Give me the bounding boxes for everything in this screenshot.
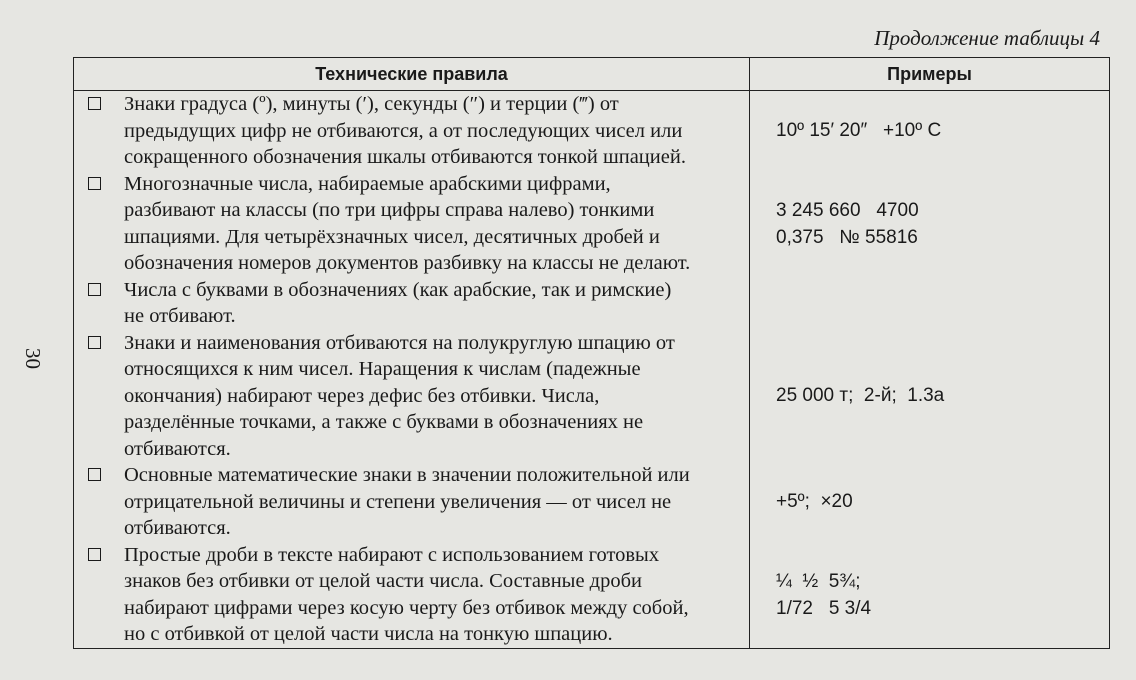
rule-line: отбиваются. — [124, 517, 231, 539]
header-rules: Технические правила — [74, 58, 750, 91]
rule-line: Простые дроби в тексте набирают с использованием готовых — [124, 543, 660, 566]
example-cell — [750, 171, 1110, 277]
rule-text — [74, 462, 749, 542]
example-line: 25 000 т; 2-й; 1.3а — [776, 385, 945, 407]
rule-text — [74, 542, 749, 648]
table-body — [74, 91, 1110, 649]
rule-cell — [74, 462, 750, 542]
rule-text — [74, 91, 749, 171]
rule-line: но с отбивкой от целой части числа на тонкую шпацию. — [124, 623, 613, 645]
example-line: 3 245 660 4700 — [776, 199, 919, 221]
rule-line: сокращенного обозначения шкалы отбиваются тонкой шпацией. — [124, 146, 686, 168]
table-row — [74, 91, 1110, 171]
example-cell — [750, 91, 1110, 171]
example-line: +5º; ×20 — [776, 491, 853, 513]
rule-line: относящихся к ним чисел. Наращения к числам (падежные — [124, 358, 641, 380]
rule-cell — [74, 277, 750, 330]
example-line: ¼ ½ 5¾; — [776, 570, 861, 592]
rule-line: Знаки градуса (º), минуты (′), секунды (″) и терции (‴) от — [124, 93, 619, 115]
rule-line: Числа с буквами в обозначениях (как арабские, так и римские) — [124, 278, 672, 301]
rule-cell — [74, 91, 750, 171]
rule-text — [74, 171, 749, 277]
page-number: 30 — [21, 348, 45, 369]
table-row — [74, 171, 1110, 277]
rule-line: знаков без отбивки от целой части числа. Составные дроби — [124, 570, 642, 592]
table-row — [74, 542, 1110, 649]
checkbox-bullet-icon — [88, 97, 101, 110]
table-row — [74, 330, 1110, 463]
checkbox-bullet-icon — [88, 283, 101, 296]
checkbox-bullet-icon — [88, 177, 101, 190]
header-examples: Примеры — [750, 58, 1110, 91]
rule-line: Многозначные числа, набираемые арабскими цифрами, — [124, 172, 611, 195]
rules-table — [73, 57, 1110, 649]
table-row — [74, 462, 1110, 542]
example-line: 1/72 5 3/4 — [776, 597, 872, 619]
checkbox-bullet-icon — [88, 548, 101, 561]
rule-line: окончания) набирают через дефис без отбивки. Числа, — [124, 384, 600, 407]
example-cell — [750, 462, 1110, 542]
checkbox-bullet-icon — [88, 336, 101, 349]
checkbox-bullet-icon — [88, 468, 101, 481]
table-row — [74, 277, 1110, 330]
rule-line: Знаки и наименования отбиваются на полукруглую шпацию от — [124, 331, 675, 354]
rule-text — [74, 330, 749, 463]
table-header-row — [74, 58, 1110, 91]
rule-line: отрицательной величины и степени увеличения — от чисел не — [124, 490, 672, 513]
example-cell — [750, 277, 1110, 330]
rule-line: отбиваются. — [124, 437, 231, 460]
rule-text — [74, 277, 749, 330]
example-line: 10º 15′ 20″ +10º C — [776, 120, 942, 142]
rule-line: шпациями. Для четырёхзначных чисел, десятичных дробей и — [124, 225, 660, 248]
rule-line: разбивают на классы (по три цифры справа налево) тонкими — [124, 199, 655, 221]
rule-cell — [74, 171, 750, 277]
rule-line: не отбивают. — [124, 305, 236, 327]
rule-cell — [74, 542, 750, 649]
table-continuation-label: Продолжение таблицы 4 — [874, 26, 1100, 50]
example-cell — [750, 542, 1110, 649]
example-line: 0,375 № 55816 — [776, 226, 918, 248]
rule-cell — [74, 330, 750, 463]
example-cell — [750, 330, 1110, 463]
rule-line: разделённые точками, а также с буквами в обозначениях не — [124, 411, 644, 433]
rule-line: Основные математические знаки в значении положительной или — [124, 464, 690, 486]
rule-line: предыдущих цифр не отбиваются, а от последующих чисел или — [124, 119, 683, 142]
rule-line: набирают цифрами через косую черту без отбивок между собой, — [124, 596, 689, 619]
rule-line: обозначения номеров документов разбивку на классы не делают. — [124, 252, 691, 274]
